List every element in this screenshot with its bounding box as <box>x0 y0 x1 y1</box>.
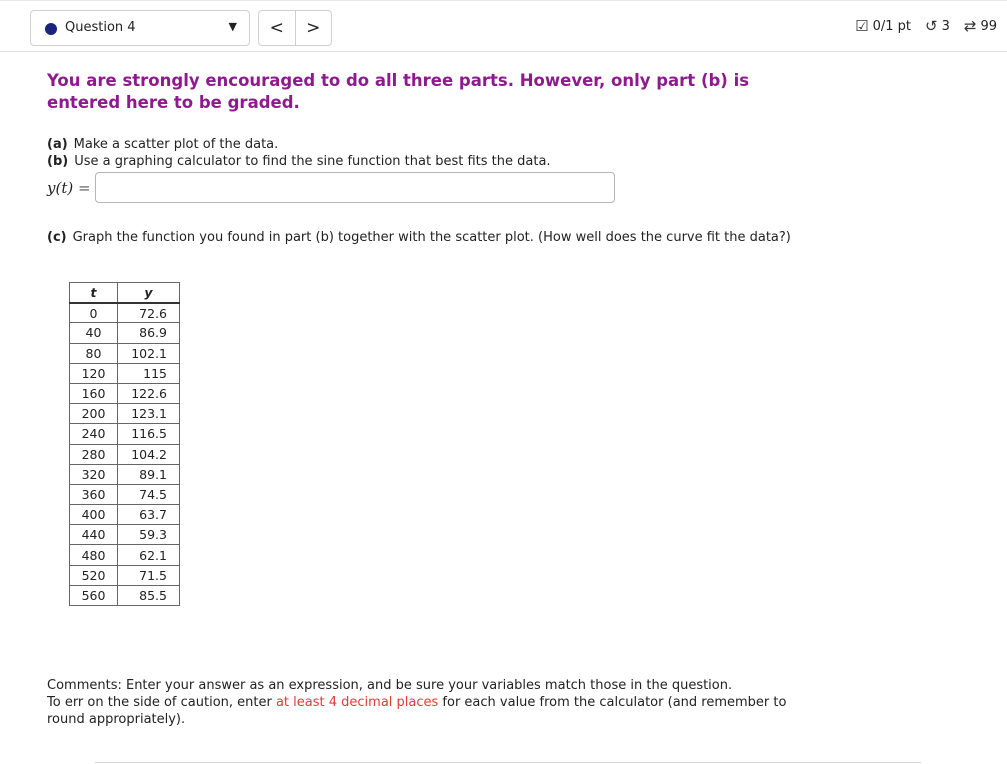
cell-t: 280 <box>70 444 118 464</box>
table-row <box>70 505 180 525</box>
repeat-icon: ⇄ <box>963 17 977 35</box>
cell-y: 63.7 <box>118 505 180 525</box>
cell-y: 59.3 <box>118 525 180 545</box>
table-row <box>70 464 180 484</box>
table-row <box>70 343 180 363</box>
cell-t: 560 <box>70 585 118 605</box>
table-row <box>70 363 180 383</box>
retries-count: 3 <box>941 18 950 34</box>
comments-line-2 <box>47 694 827 728</box>
table-row <box>70 323 180 343</box>
caret-down-icon: ▼ <box>228 20 237 33</box>
table-row <box>70 525 180 545</box>
table-row <box>70 303 180 323</box>
comments-line-1: Comments: Enter your answer as an expression, and be sure your variables match those in the question. <box>47 678 733 693</box>
cell-t: 0 <box>70 303 118 323</box>
answer-equals-sign: = <box>78 178 91 197</box>
answer-function-name: y(t) <box>47 178 74 197</box>
cell-t: 360 <box>70 484 118 504</box>
cell-y: 74.5 <box>118 484 180 504</box>
question-pager <box>258 10 332 46</box>
answer-row <box>47 172 615 203</box>
previous-question-button[interactable]: < <box>269 18 284 38</box>
cell-t: 480 <box>70 545 118 565</box>
table-row <box>70 585 180 605</box>
next-question-button[interactable]: > <box>295 11 332 45</box>
cell-y: 62.1 <box>118 545 180 565</box>
divider <box>95 762 921 763</box>
answer-input[interactable] <box>95 172 615 203</box>
cell-t: 320 <box>70 464 118 484</box>
cell-y: 72.6 <box>118 303 180 323</box>
table-row <box>70 565 180 585</box>
cell-y: 116.5 <box>118 424 180 444</box>
cell-y: 85.5 <box>118 585 180 605</box>
checkbox-icon: ☑ <box>855 17 869 35</box>
part-c-text: Graph the function you found in part (b) together with the scatter plot. (How well does the curve fit the data?) <box>72 230 791 245</box>
table-row <box>70 545 180 565</box>
table-header-row <box>70 283 180 303</box>
column-header-t: t <box>70 283 118 303</box>
part-c <box>47 229 807 246</box>
cell-y: 89.1 <box>118 464 180 484</box>
comments <box>47 677 827 728</box>
question-intro: You are strongly encouraged to do all three parts. However, only part (b) is entered here to be graded. <box>47 71 750 112</box>
question-nav-bar <box>0 0 1007 52</box>
question-status <box>855 17 997 35</box>
cell-t: 80 <box>70 343 118 363</box>
cell-y: 86.9 <box>118 323 180 343</box>
question-select[interactable] <box>30 10 250 46</box>
comments-line-2-start: To err on the side of caution, enter <box>47 695 276 710</box>
table-row <box>70 444 180 464</box>
undo-icon: ↺ <box>925 17 938 35</box>
cell-t: 160 <box>70 383 118 403</box>
cell-t: 520 <box>70 565 118 585</box>
part-a-text: Make a scatter plot of the data. <box>73 137 279 152</box>
part-a <box>47 136 278 153</box>
part-c-label: (c) <box>47 230 67 245</box>
decimal-places-highlight: at least 4 decimal places <box>275 695 439 710</box>
part-b <box>47 153 551 170</box>
score-text: 0/1 pt <box>872 18 912 34</box>
cell-t: 440 <box>70 525 118 545</box>
cell-t: 400 <box>70 505 118 525</box>
cell-y: 71.5 <box>118 565 180 585</box>
cell-t: 240 <box>70 424 118 444</box>
status-dot-icon <box>45 23 57 35</box>
cell-t: 40 <box>70 323 118 343</box>
attempts-count: 99 <box>980 18 997 34</box>
part-b-text: Use a graphing calculator to find the sine function that best fits the data. <box>74 154 551 169</box>
table-row <box>70 424 180 444</box>
cell-y: 122.6 <box>118 383 180 403</box>
cell-t: 120 <box>70 363 118 383</box>
data-table <box>69 282 180 606</box>
part-b-label: (b) <box>47 154 69 169</box>
cell-y: 104.2 <box>118 444 180 464</box>
question-select-label: Question 4 <box>65 20 136 35</box>
table-row <box>70 383 180 403</box>
table-row <box>70 484 180 504</box>
cell-y: 102.1 <box>118 343 180 363</box>
cell-t: 200 <box>70 404 118 424</box>
cell-y: 115 <box>118 363 180 383</box>
table-row <box>70 404 180 424</box>
cell-y: 123.1 <box>118 404 180 424</box>
part-a-label: (a) <box>47 137 68 152</box>
comments-line-2-end: for each value from the calculator (and remember to round appropriately). <box>47 695 787 727</box>
answer-label <box>47 179 91 197</box>
column-header-y: y <box>118 283 180 303</box>
